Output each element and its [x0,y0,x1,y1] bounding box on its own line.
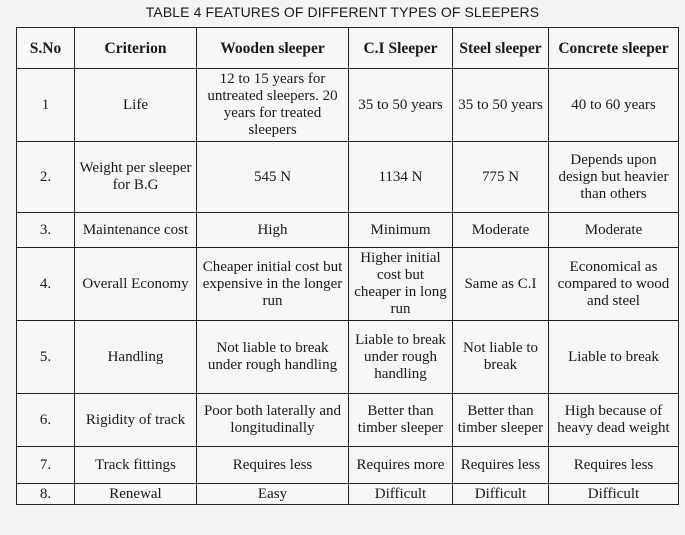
header-ci: C.I Sleeper [349,28,453,69]
cell-ci: 35 to 50 years [349,69,453,142]
header-wooden: Wooden sleeper [197,28,349,69]
cell-sno: 3. [17,213,75,248]
cell-criterion: Overall Economy [75,248,197,321]
cell-ci: Difficult [349,484,453,505]
cell-ci: 1134 N [349,142,453,213]
cell-criterion: Life [75,69,197,142]
header-concrete: Concrete sleeper [549,28,679,69]
cell-steel: Same as C.I [453,248,549,321]
cell-concrete: Economical as compared to wood and steel [549,248,679,321]
cell-steel: Not liable to break [453,321,549,394]
header-criterion: Criterion [75,28,197,69]
cell-criterion: Renewal [75,484,197,505]
cell-concrete: Depends upon design but heavier than others [549,142,679,213]
cell-criterion: Handling [75,321,197,394]
cell-wooden: Not liable to break under rough handling [197,321,349,394]
cell-wooden: High [197,213,349,248]
sleeper-features-table [16,27,679,505]
cell-wooden: Requires less [197,447,349,484]
cell-sno: 1 [17,69,75,142]
cell-steel: Difficult [453,484,549,505]
cell-steel: Requires less [453,447,549,484]
cell-concrete: High because of heavy dead weight [549,394,679,447]
cell-criterion: Track fittings [75,447,197,484]
cell-sno: 5. [17,321,75,394]
cell-sno: 4. [17,248,75,321]
cell-steel: Moderate [453,213,549,248]
cell-steel: 775 N [453,142,549,213]
cell-sno: 6. [17,394,75,447]
cell-wooden: 545 N [197,142,349,213]
header-row [17,28,679,69]
cell-concrete: 40 to 60 years [549,69,679,142]
table-row [17,484,679,505]
table-row [17,321,679,394]
table-row [17,447,679,484]
cell-criterion: Weight per sleeper for B.G [75,142,197,213]
cell-concrete: Liable to break [549,321,679,394]
table-title: TABLE 4 FEATURES OF DIFFERENT TYPES OF SLEEPERS [145,4,540,20]
cell-wooden: Poor both laterally and longitudinally [197,394,349,447]
cell-criterion: Rigidity of track [75,394,197,447]
cell-ci: Minimum [349,213,453,248]
cell-concrete: Moderate [549,213,679,248]
cell-wooden: Easy [197,484,349,505]
cell-sno: 8. [17,484,75,505]
cell-concrete: Difficult [549,484,679,505]
header-sno: S.No [17,28,75,69]
table-row [17,69,679,142]
cell-ci: Better than timber sleeper [349,394,453,447]
header-steel: Steel sleeper [453,28,549,69]
cell-ci: Requires more [349,447,453,484]
cell-steel: Better than timber sleeper [453,394,549,447]
cell-ci: Higher initial cost but cheaper in long run [349,248,453,321]
cell-criterion: Maintenance cost [75,213,197,248]
cell-steel: 35 to 50 years [453,69,549,142]
cell-sno: 2. [17,142,75,213]
table-row [17,142,679,213]
cell-wooden: Cheaper initial cost but expensive in the longer run [197,248,349,321]
cell-wooden: 12 to 15 years for untreated sleepers. 20 years for treated sleepers [197,69,349,142]
cell-concrete: Requires less [549,447,679,484]
table-row [17,248,679,321]
table-row [17,213,679,248]
cell-sno: 7. [17,447,75,484]
cell-ci: Liable to break under rough handling [349,321,453,394]
table-row [17,394,679,447]
